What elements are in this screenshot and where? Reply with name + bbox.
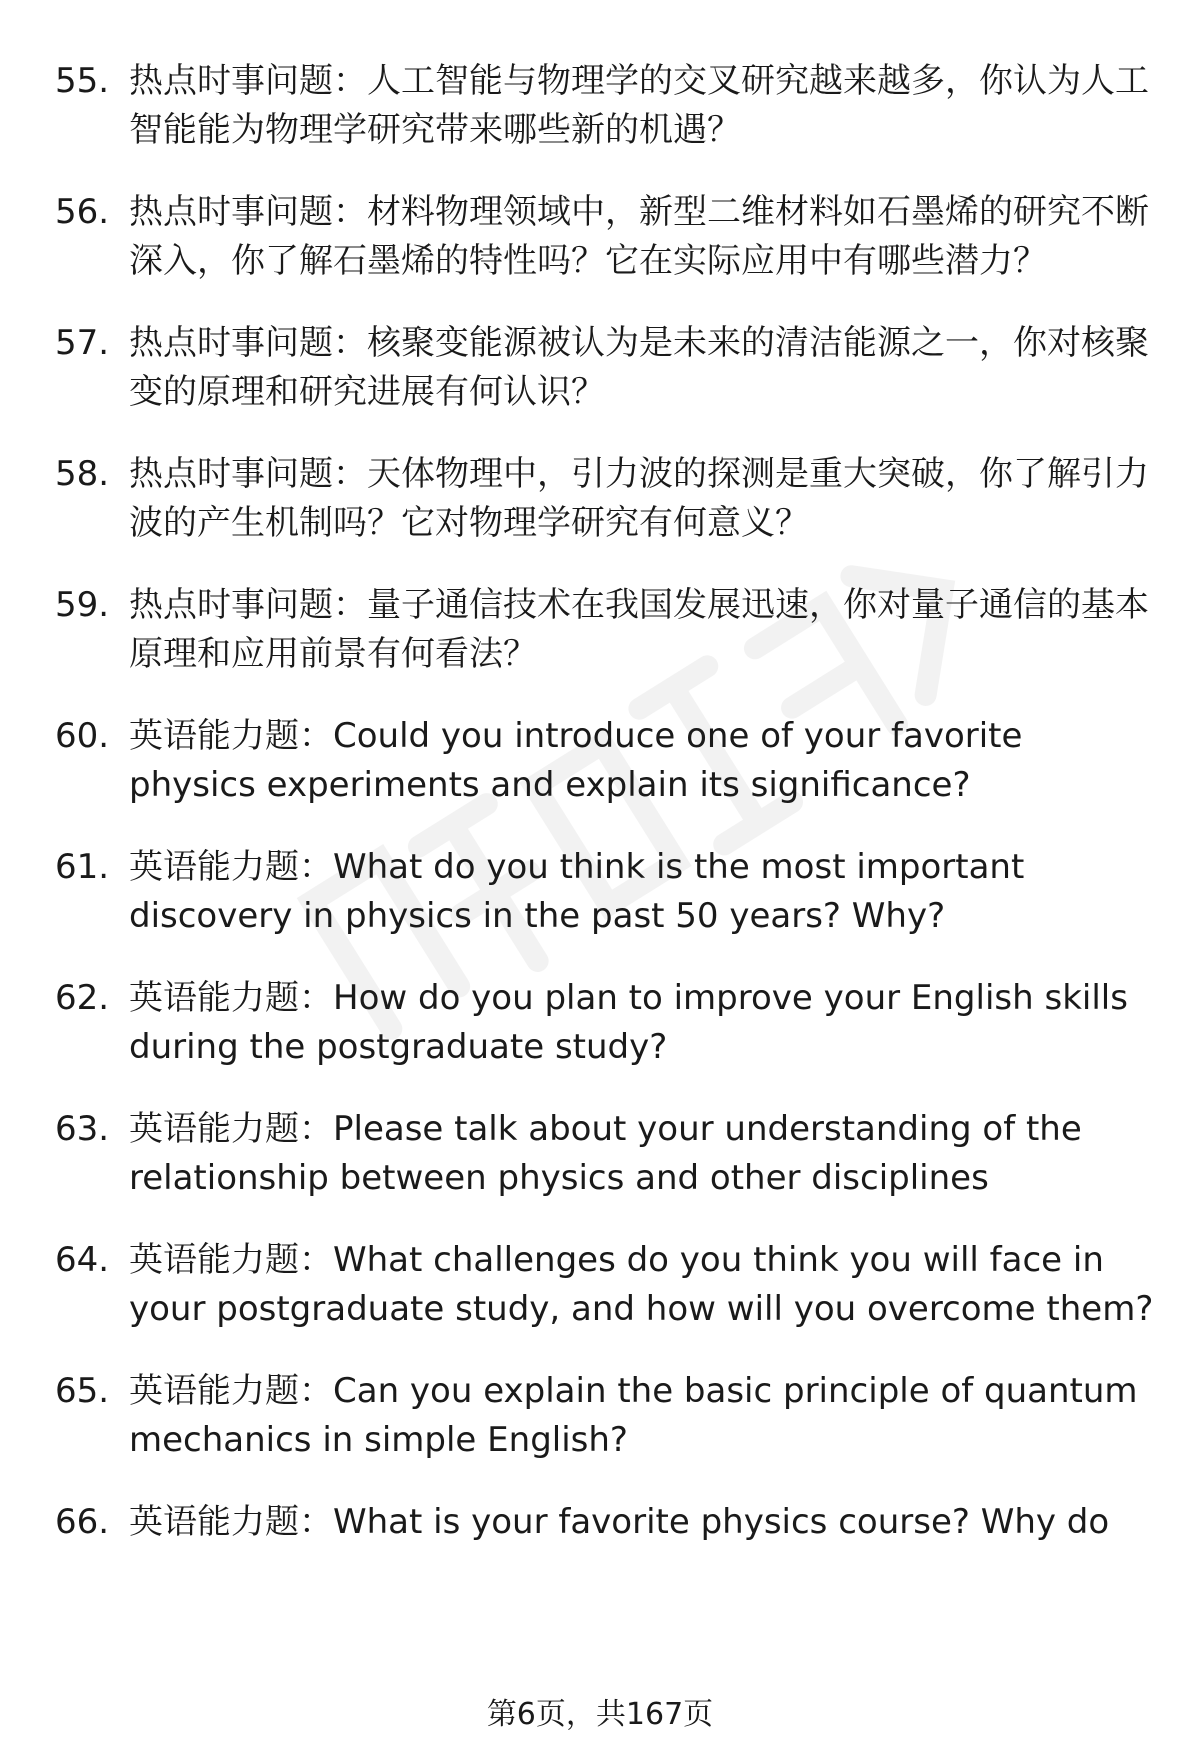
question-list — [0, 57, 1200, 1580]
question-text: 英语能力题：Can you explain the basic principle of quantum mechanics in simple English? — [129, 1371, 1138, 1460]
question-text: 英语能力题：Please talk about your understanding of the relationship between physics and other disciplines — [129, 1109, 1082, 1198]
question-number: 56. — [55, 192, 110, 232]
question-text: 英语能力题：Could you introduce one of your favorite physics experiments and explain its significance? — [129, 716, 1023, 805]
question-text: 热点时事问题：量子通信技术在我国发展迅速，你对量子通信的基本原理和应用前景有何看法？ — [129, 585, 1149, 674]
question-item — [0, 1105, 1200, 1203]
question-text: 热点时事问题：天体物理中，引力波的探测是重大突破，你了解引力波的产生机制吗？它对物理学研究有何意义？ — [129, 454, 1149, 543]
question-text: 英语能力题：What challenges do you think you will face in your postgraduate study, and how will you overcome them? — [129, 1240, 1154, 1329]
question-number: 66. — [55, 1502, 110, 1542]
question-item — [0, 319, 1200, 417]
question-item — [0, 843, 1200, 941]
question-number: 57. — [55, 323, 110, 363]
question-number: 61. — [55, 847, 110, 887]
question-item — [0, 450, 1200, 548]
question-item — [0, 1236, 1200, 1334]
question-number: 59. — [55, 585, 110, 625]
question-item — [0, 581, 1200, 679]
question-item — [0, 974, 1200, 1072]
question-text: 英语能力题：How do you plan to improve your English skills during the postgraduate study? — [129, 978, 1128, 1067]
page-number-label: 第6页，共167页 — [486, 1697, 714, 1732]
page-footer — [0, 1695, 1200, 1735]
question-text: 热点时事问题：核聚变能源被认为是未来的清洁能源之一，你对核聚变的原理和研究进展有何认识？ — [129, 323, 1149, 412]
question-text: 热点时事问题：人工智能与物理学的交叉研究越来越多，你认为人工智能能为物理学研究带来哪些新的机遇？ — [129, 61, 1149, 150]
question-number: 62. — [55, 978, 110, 1018]
question-number: 55. — [55, 61, 110, 101]
question-number: 58. — [55, 454, 110, 494]
question-text: 英语能力题：What is your favorite physics course? Why do — [129, 1502, 1110, 1542]
question-item — [0, 1367, 1200, 1465]
question-number: 64. — [55, 1240, 110, 1280]
question-item — [0, 188, 1200, 286]
question-item — [0, 1498, 1200, 1547]
question-number: 60. — [55, 716, 110, 756]
question-item — [0, 57, 1200, 155]
question-number: 65. — [55, 1371, 110, 1411]
question-text: 英语能力题：What do you think is the most important discovery in physics in the past 50 years? Why? — [129, 847, 1025, 936]
question-text: 热点时事问题：材料物理领域中，新型二维材料如石墨烯的研究不断深入，你了解石墨烯的特性吗？它在实际应用中有哪些潜力？ — [129, 192, 1149, 281]
question-item — [0, 712, 1200, 810]
question-number: 63. — [55, 1109, 110, 1149]
